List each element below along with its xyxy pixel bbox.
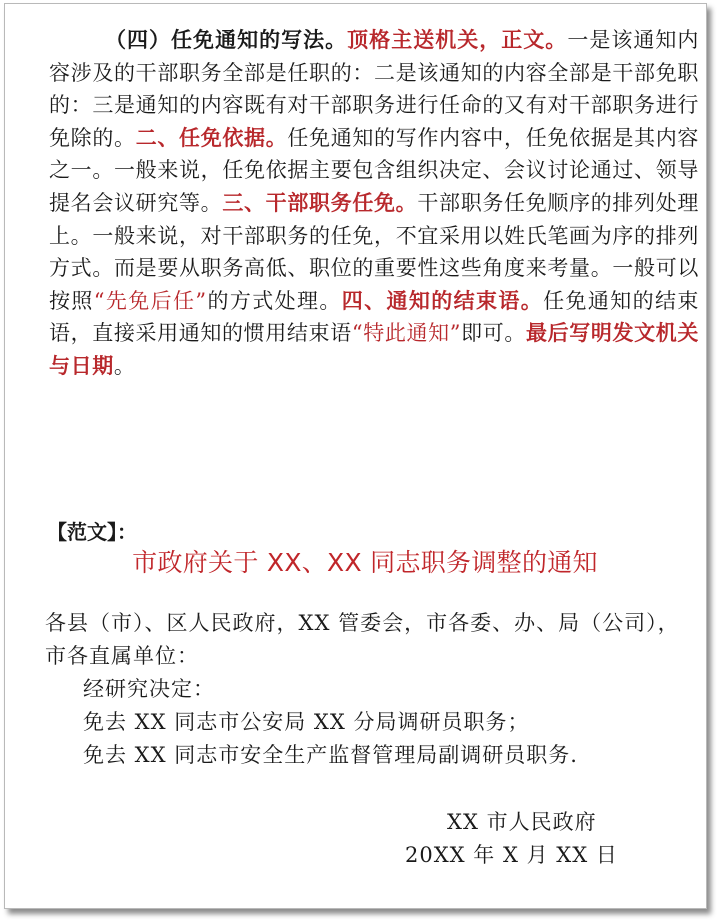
highlight-closing-phrase: 四、通知的结束语。 [341,287,544,313]
article-paragraph [49,24,699,383]
quote-remove-first: “先免后任” [93,288,207,313]
notice-line-removal-1: 免去 XX 同志市公安局 XX 分局调研员职务； [83,710,530,734]
body-text-7: 。 [113,353,136,378]
highlight-cadre-appointment: 三、干部职务任免。 [222,189,418,215]
signature-org: XX 市人民政府 [447,810,597,834]
highlight-main-recipient: 顶格主送机关，正文。 [347,27,568,52]
notice-signature [405,806,645,872]
notice-line-decision: 经研究决定： [83,677,215,701]
body-text-6: 即可。 [461,321,526,346]
sample-label: 【范文】： [47,520,137,544]
body-text-2: 任免通知的写作内容中，任免依据是其内容之一。一般来说，任免依据主要包含组织决定、会议讨论通过、领导提名会议研究等。 [49,125,700,215]
notice-body [45,607,690,772]
notice-recipients: 各县（市）、区人民政府，XX 管委会，市各委、办、局（公司），市各直属单位： [45,611,680,668]
quote-hereby-notice: “特此通知” [351,321,462,346]
body-text-1: 一是该通知内容涉及的干部职务全部是任职的：二是该通知的内容全部是干部免职的：三是通知的内容既有对干部职务进行任命的又有对干部职务进行免除的。 [49,28,700,150]
body-text-4: 的方式处理。 [206,288,342,313]
highlight-issuer-and-date: 最后写明发文机关与日期 [49,320,699,378]
section-heading: （四）任免通知的写法。 [105,27,348,52]
notice-title: 市政府关于 XX、XX 同志职务调整的通知 [132,548,598,577]
highlight-appointment-basis: 二、任免依据。 [135,124,288,150]
signature-date: 20XX 年 X 月 XX 日 [405,843,618,867]
notice-line-removal-2: 免去 XX 同志市安全生产监督管理局副调研员职务. [83,743,578,767]
body-text-3: 干部职务任免顺序的排列处理上。一般来说，对干部职务的任免，不宜采用以姓氏笔画为序的排列方式。而是要从职务高低、职位的重要性这些角度来考量。一般可以按照 [49,190,699,313]
body-text-5: 任免通知的结束语，直接采用通知的惯用结束语 [49,288,699,346]
document-page [4,3,707,909]
